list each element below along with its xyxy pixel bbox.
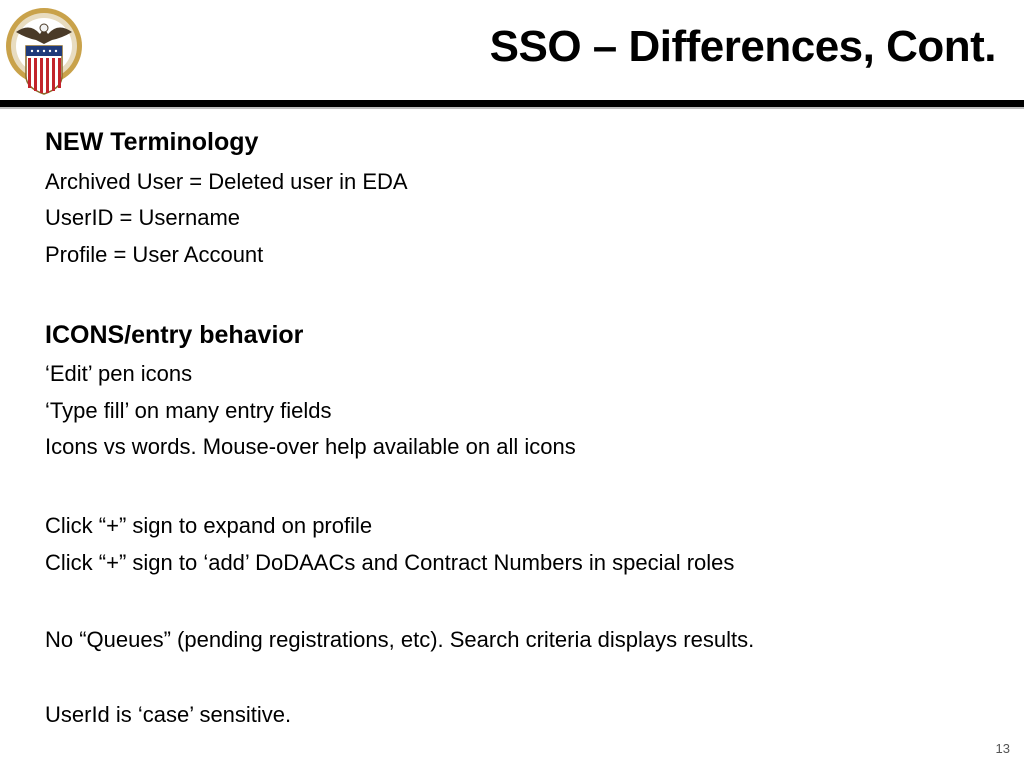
slide-number: 13: [995, 741, 1010, 756]
case-sensitivity-note: UserId is ‘case’ sensitive.: [45, 702, 292, 727]
agency-seal-logo: [4, 2, 84, 98]
icons-heading: ICONS/entry behavior: [45, 321, 304, 349]
click-item-add-dodaacs: Click “+” sign to ‘add’ DoDAACs and Contract Numbers in special roles: [45, 550, 735, 575]
icons-item-type-fill: ‘Type fill’ on many entry fields: [45, 398, 332, 423]
icons-item-mouse-over-help: Icons vs words. Mouse-over help available on all icons: [45, 434, 576, 459]
click-item-expand-profile: Click “+” sign to expand on profile: [45, 513, 373, 538]
terminology-heading: NEW Terminology: [45, 128, 259, 156]
icons-item-edit-pen: ‘Edit’ pen icons: [45, 361, 193, 386]
title-divider-shadow: [0, 107, 1024, 109]
queues-note: No “Queues” (pending registrations, etc). Search criteria displays results.: [45, 627, 755, 652]
title-divider: [0, 100, 1024, 107]
slide-title: SSO – Differences, Cont.: [489, 22, 996, 71]
terminology-item-archived-user: Archived User = Deleted user in EDA: [45, 169, 408, 194]
terminology-item-profile: Profile = User Account: [45, 242, 264, 267]
terminology-item-userid: UserID = Username: [45, 205, 241, 230]
